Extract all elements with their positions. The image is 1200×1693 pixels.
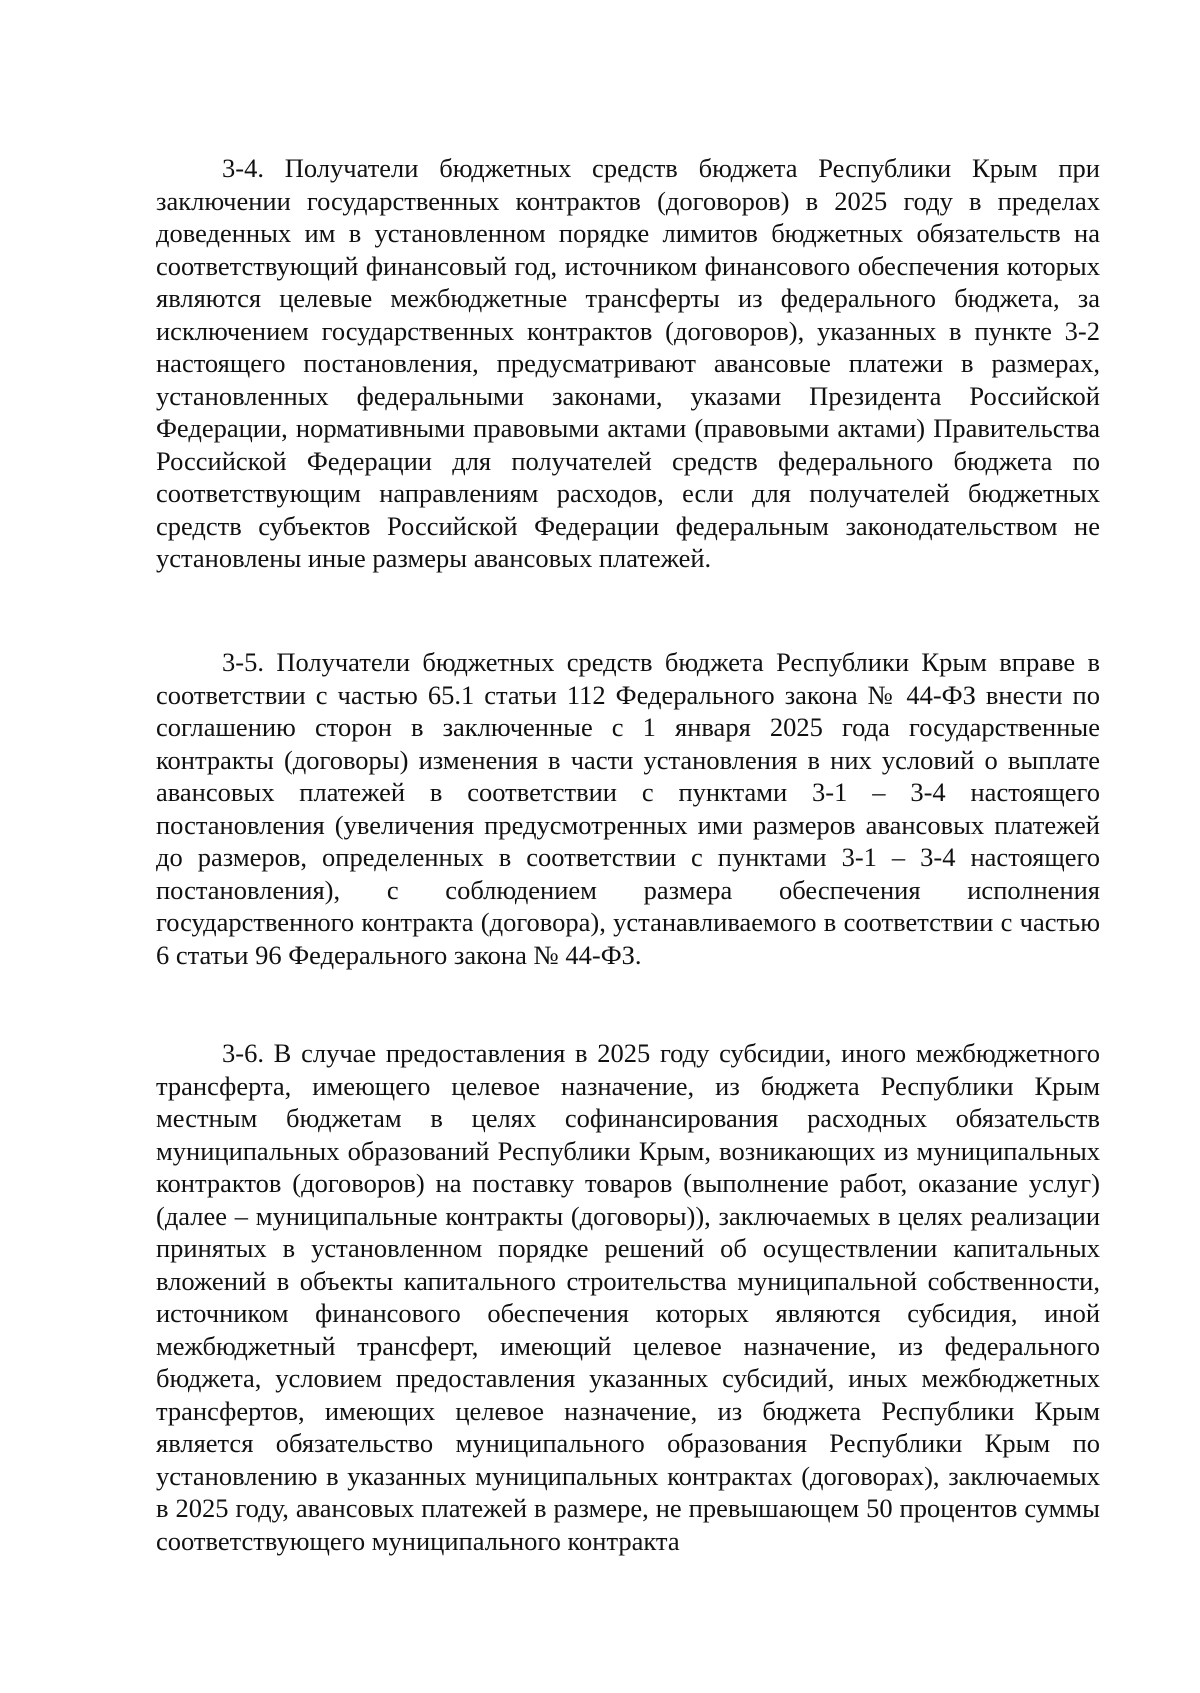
paragraph-3-6: 3-6. В случае предоставления в 2025 году субсидии, иного межбюджетного трансферта, имеющего целевое назначение, из бюджета Республики Крым местным бюджетам в целях софинансирования расходных обязательств муниципальных образований Республики Крым, возникающих из муниципальных контрактов (договоров) на поставку товаров (выполнение работ, оказание услуг) (далее – муниципальные контракты (договоры)), заключаемых в целях реализации принятых в установленном порядке решений об осуществлении капитальных вложений в объекты капитального строительства муниципальной собственности, источником финансового обеспечения которых являются субсидия, иной межбюджетный трансферт, имеющий целевое назначение, из федерального бюджета, условием предоставления указанных субсидий, иных межбюджетных трансфертов, имеющих целевое назначение, из бюджета Республики Крым является обязательство муниципального образования Республики Крым по установлению в указанных муниципальных контрактах (договорах), заключаемых в 2025 году, авансовых платежей в размере, не превышающем 50 процентов суммы соответствующего муниципального контракта bbox=[156, 1038, 1100, 1556]
paragraph-3-5: 3-5. Получатели бюджетных средств бюджета Республики Крым вправе в соответствии с частью 65.1 статьи 112 Федерального закона № 44-ФЗ внести по соглашению сторон в заключенные с 1 января 2025 года государственные контракты (договоры) изменения в части установления в них условий о выплате авансовых платежей в соответствии с пунктами 3-1 – 3-4 настоящего постановления (увеличения предусмотренных ими размеров авансовых платежей до размеров, определенных в соответствии с пунктами 3-1 – 3-4 настоящего постановления), с соблюдением размера обеспечения исполнения государственного контракта (договора), устанавливаемого в соответствии с частью 6 статьи 96 Федерального закона № 44-ФЗ. bbox=[156, 647, 1100, 970]
paragraph-3-4: 3-4. Получатели бюджетных средств бюджета Республики Крым при заключении государственных контрактов (договоров) в 2025 году в пределах доведенных им в установленном порядке лимитов бюджетных обязательств на соответствующий финансовый год, источником финансового обеспечения которых являются целевые межбюджетные трансферты из федерального бюджета, за исключением государственных контрактов (договоров), указанных в пункте 3-2 настоящего постановления, предусматривают авансовые платежи в размерах, установленных федеральными законами, указами Президента Российской Федерации, нормативными правовыми актами (правовыми актами) Правительства Российской Федерации для получателей средств федерального бюджета по соответствующим направлениям расходов, если для получателей бюджетных средств субъектов Российской Федерации федеральным законодательством не установлены иные размеры авансовых платежей. bbox=[156, 153, 1100, 573]
